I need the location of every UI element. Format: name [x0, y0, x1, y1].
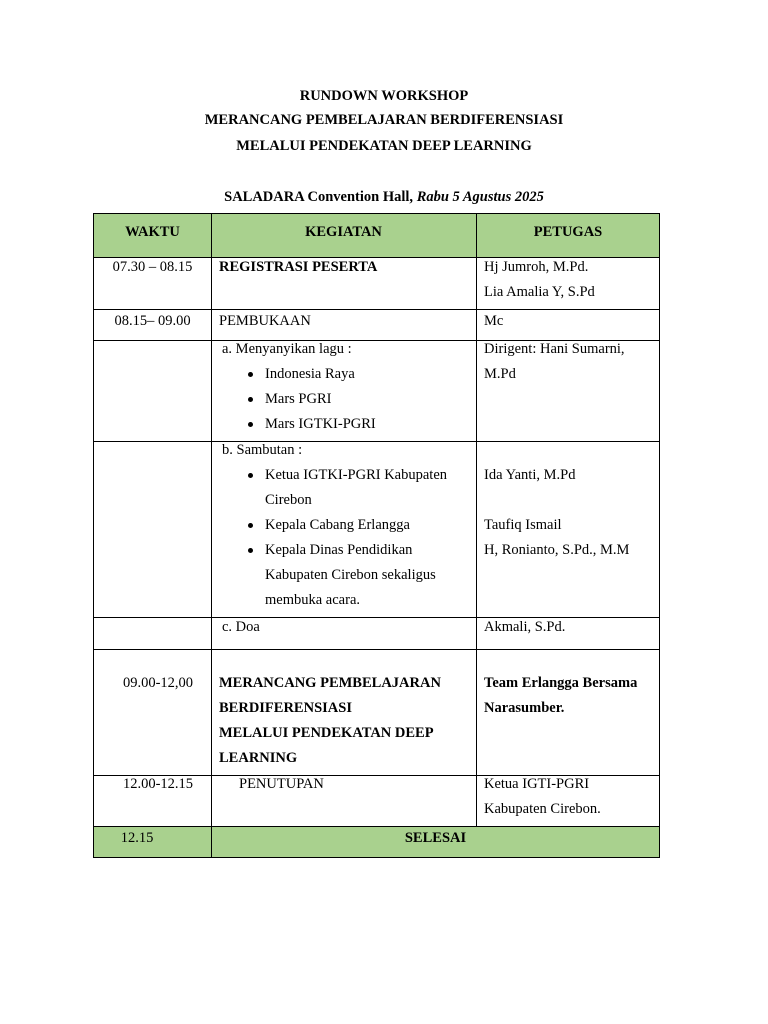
sambutan-item-cont: membuka acara. [265, 592, 361, 608]
penutupan-staff-2: Kabupaten Cirebon. [484, 801, 601, 817]
sambutan-item-cont: Cirebon [265, 492, 312, 508]
lagu-item: Mars IGTKI-PGRI [219, 412, 474, 437]
table-rule [93, 775, 660, 776]
pembukaan-activity: PEMBUKAAN [219, 313, 311, 329]
table-rule [93, 340, 660, 341]
inti-time: 09.00-12,00 [122, 675, 194, 691]
sambutan-staff-2: Taufiq Ismail [484, 517, 562, 533]
penutupan-staff [484, 772, 659, 822]
table-rule [93, 309, 660, 310]
lagu-staff [484, 337, 659, 387]
table-rule [93, 617, 660, 618]
table-col-rule [211, 213, 212, 858]
table-rule [93, 826, 660, 827]
lagu-staff-1: Dirigent: Hani Sumarni, [484, 341, 625, 357]
selesai-time: 12.15 [120, 830, 154, 846]
inti-line-1: MERANCANG PEMBELAJARAN [219, 675, 441, 691]
doa-activity: c. Doa [222, 619, 260, 635]
lagu-item: Mars PGRI [219, 387, 474, 412]
sambutan-staff-1: Ida Yanti, M.Pd [484, 467, 576, 483]
lagu-item: Indonesia Raya [219, 362, 474, 387]
pembukaan-time: 08.15– 09.00 [114, 313, 191, 329]
venue-place: SALADARA Convention Hall, [224, 189, 414, 205]
inti-staff-2: Narasumber. [484, 700, 565, 716]
pembukaan-staff: Mc [484, 313, 504, 329]
table-border-bottom [93, 857, 660, 858]
sambutan-block [219, 438, 474, 613]
penutupan-time: 12.00-12.15 [122, 776, 194, 792]
penutupan-activity: PENUTUPAN [239, 776, 324, 792]
table-border-top [93, 213, 660, 214]
header-kegiatan: KEGIATAN [305, 224, 382, 240]
header-waktu: WAKTU [125, 224, 180, 240]
registrasi-activity: REGISTRASI PESERTA [219, 259, 378, 275]
venue-line [0, 188, 768, 206]
lagu-block [219, 337, 474, 437]
venue-date: Rabu 5 Agustus 2025 [416, 189, 544, 205]
table-rule [93, 441, 660, 442]
doa-staff: Akmali, S.Pd. [484, 619, 566, 635]
table-border-right [659, 213, 660, 858]
table-rule [93, 649, 660, 650]
sambutan-heading: b. Sambutan : [222, 442, 303, 458]
sambutan-item-cont: Kabupaten Cirebon sekaligus [265, 567, 436, 583]
sambutan-item: Kepala Cabang Erlangga [219, 513, 474, 538]
inti-line-3: MELALUI PENDEKATAN DEEP [219, 725, 434, 741]
header-petugas: PETUGAS [533, 224, 603, 240]
lagu-staff-2: M.Pd [484, 366, 516, 382]
table-border-left [93, 213, 94, 858]
inti-line-4: LEARNING [219, 750, 298, 766]
sambutan-item: Kepala Dinas Pendidikan [219, 538, 474, 563]
title-line-2: MERANCANG PEMBELAJARAN BERDIFERENSIASI [204, 112, 564, 128]
table-rule [93, 257, 660, 258]
registrasi-time: 07.30 – 08.15 [112, 259, 193, 275]
table-col-rule [476, 213, 477, 826]
registrasi-staff-2: Lia Amalia Y, S.Pd [484, 284, 595, 300]
selesai-activity: SELESAI [404, 830, 467, 846]
sambutan-staff-3: H, Ronianto, S.Pd., M.M [484, 542, 630, 558]
lagu-heading: a. Menyanyikan lagu : [222, 341, 352, 357]
registrasi-staff-1: Hj Jumroh, M.Pd. [484, 259, 589, 275]
title-line-3: MELALUI PENDEKATAN DEEP LEARNING [236, 138, 532, 154]
inti-staff-1: Team Erlangga Bersama [484, 675, 638, 691]
registrasi-staff [484, 255, 659, 305]
title-line-1: RUNDOWN WORKSHOP [299, 88, 469, 104]
sambutan-item: Ketua IGTKI-PGRI Kabupaten [219, 463, 474, 488]
inti-line-2: BERDIFERENSIASI [219, 700, 352, 716]
inti-activity [219, 671, 474, 771]
inti-staff [484, 671, 659, 721]
penutupan-staff-1: Ketua IGTI-PGRI [484, 776, 590, 792]
